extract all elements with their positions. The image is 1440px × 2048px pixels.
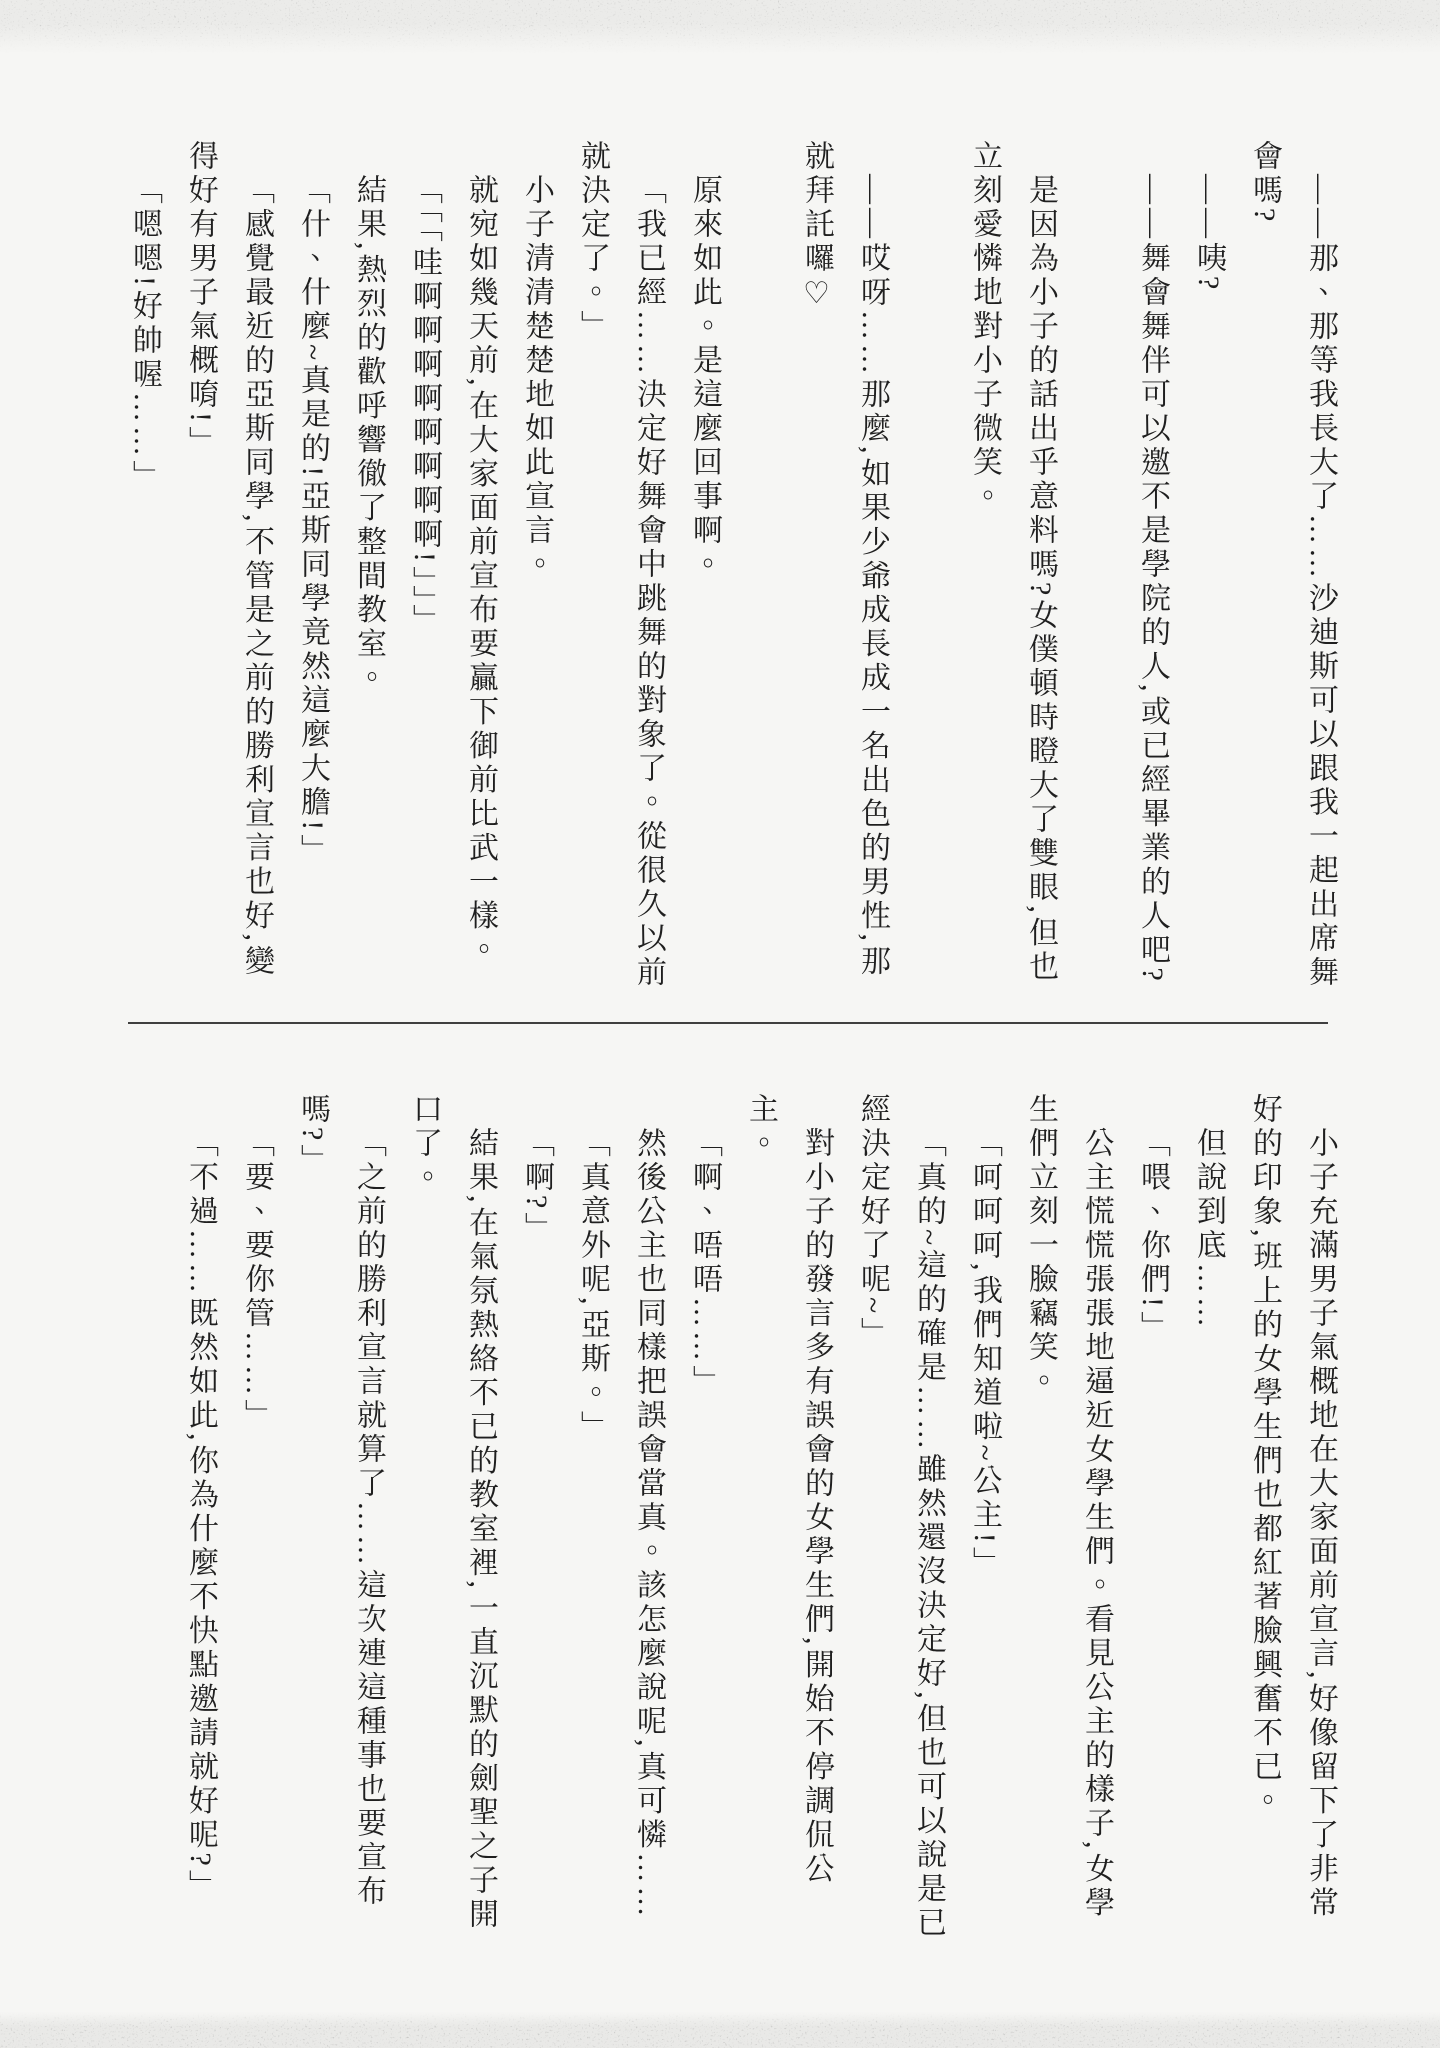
paragraph-dialogue: 「喂、你們!」	[1136, 1127, 1169, 1345]
paragraph-flashback-dialogue: ——哎呀……那麼,如果少爺成長成一名出色的男性,那就拜託囉♡	[800, 140, 889, 979]
vertical-text-block-bottom	[172, 1093, 1348, 1945]
paragraph-dialogue: 「真的~這的確是……雖然還沒決定好,但也可以說是已經決定好了呢~」	[856, 1093, 945, 1941]
paragraph-dialogue: 「啊、唔唔……」	[688, 1127, 721, 1399]
vertical-text-block-top	[116, 140, 1348, 992]
paragraph-flashback-dialogue: ——咦?	[1192, 174, 1225, 294]
paragraph-narration: 但說到底……	[1192, 1127, 1225, 1331]
paragraph-dialogue: 「真意外呢,亞斯。」	[576, 1127, 609, 1445]
paragraph-flashback-dialogue: ——舞會舞伴可以邀不是學院的人,或已經畢業的人吧?	[1136, 174, 1169, 985]
paragraph-dialogue: 「感覺最近的亞斯同學,不管是之前的勝利宣言也好,變得好有男子氣概唷!」	[184, 140, 273, 979]
paragraph-narration: 然後公主也同樣把誤會當真。該怎麼說呢,真可憐……	[632, 1127, 665, 1921]
section-divider-rule	[128, 1022, 1328, 1024]
paragraph-narration: 對小子的發言多有誤會的女學生們,開始不停調侃公主。	[744, 1093, 833, 1887]
paragraph-narration: 原來如此。是這麼回事啊。	[688, 174, 721, 582]
paragraph-dialogue: 「我已經……決定好舞會中跳舞的對象了。從很久以前就決定了。」	[576, 140, 665, 990]
paragraph-narration: 小子清清楚楚地如此宣言。	[520, 174, 553, 582]
paragraph-narration: 結果,在氣氛熱絡不已的教室裡,一直沉默的劍聖之子開口了。	[408, 1093, 497, 1932]
paragraph-dialogue: 「不過……既然如此,你為什麼不快點邀請就好呢?」	[184, 1127, 217, 1904]
paragraph-narration: 公主慌慌張張地逼近女學生們。看見公主的樣子,女學生們立刻一臉竊笑。	[1024, 1093, 1113, 1921]
page-edge-texture-top	[0, 0, 1440, 54]
paragraph-narration: 是因為小子的話出乎意料嗎?女僕頓時瞪大了雙眼,但也立刻愛憐地對小子微笑。	[968, 140, 1057, 985]
paragraph-dialogue: 「嗯嗯!好帥喔……」	[128, 174, 161, 494]
paragraph-dialogue: 「要、要你管……」	[240, 1127, 273, 1433]
paragraph-narration: 小子充滿男子氣概地在大家面前宣言,好像留下了非常好的印象,班上的女學生們也都紅著臉興奮不已。	[1248, 1093, 1337, 1921]
paragraph-dialogue: 「啊?」	[520, 1127, 553, 1247]
paragraph-narration: 結果,熱烈的歡呼響徹了整間教室。	[352, 174, 385, 696]
paragraph-flashback-dialogue: ——那、那等我長大了……沙迪斯可以跟我一起出席舞會嗎?	[1248, 140, 1337, 990]
paragraph-dialogue: 「之前的勝利宣言就算了……這次連這種事也要宣布嗎?」	[296, 1093, 385, 1909]
paragraph-dialogue: 「「「哇啊啊啊啊啊啊啊啊!」」」	[408, 174, 441, 638]
paragraph-dialogue: 「什、什麼~真是的!亞斯同學竟然這麼大膽!」	[296, 174, 329, 869]
page-edge-texture-bottom	[0, 2012, 1440, 2048]
paragraph-narration: 就宛如幾天前,在大家面前宣布要贏下御前比武一樣。	[464, 174, 497, 968]
paragraph-dialogue: 「呵呵呵,我們知道啦~公主!」	[968, 1127, 1001, 1581]
